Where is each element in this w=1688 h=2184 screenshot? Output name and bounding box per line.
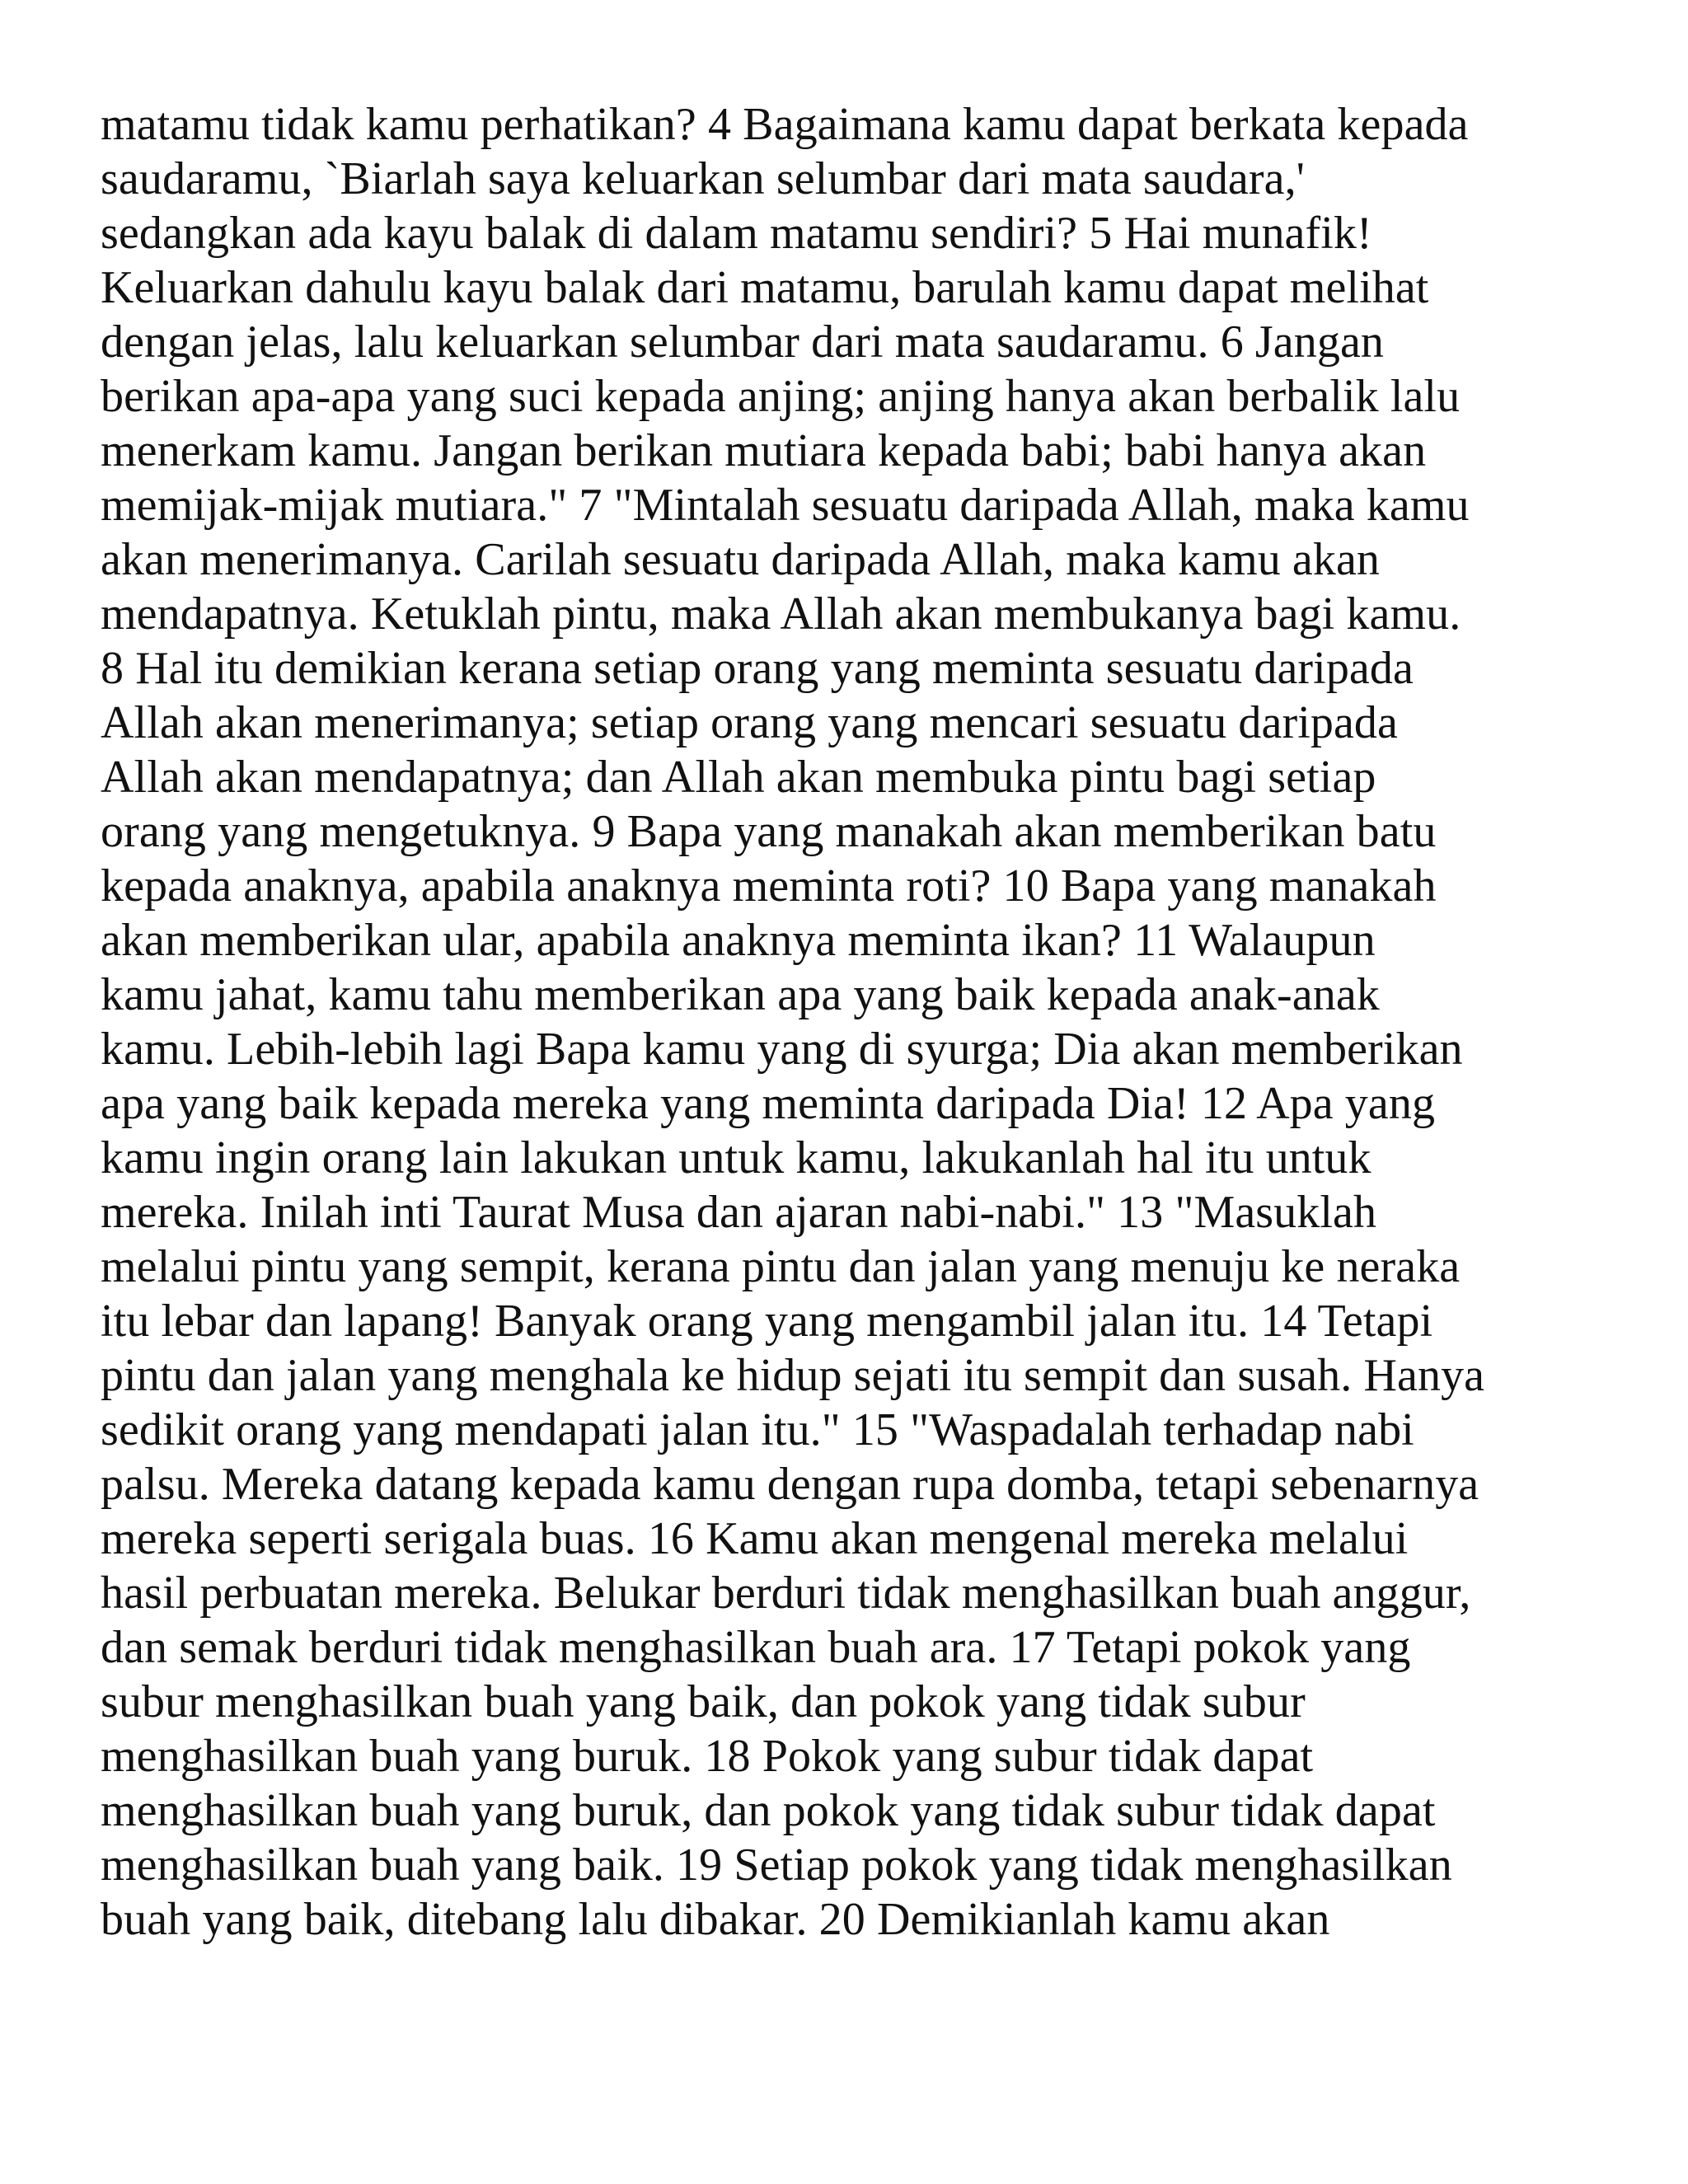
- text-line: kamu ingin orang lain lakukan untuk kamu, lakukanlah hal itu untuk: [101, 1132, 1372, 1183]
- text-line: akan memberikan ular, apabila anaknya meminta ikan? 11 Walaupun: [101, 915, 1376, 966]
- text-line: menghasilkan buah yang buruk, dan pokok yang tidak subur tidak dapat: [101, 1785, 1436, 1836]
- text-line: berikan apa-apa yang suci kepada anjing; anjing hanya akan berbalik lalu: [101, 371, 1461, 422]
- text-line: akan menerimanya. Carilah sesuatu daripada Allah, maka kamu akan: [101, 534, 1381, 585]
- text-line: orang yang mengetuknya. 9 Bapa yang manakah akan memberikan batu: [101, 806, 1437, 857]
- text-line: pintu dan jalan yang menghala ke hidup sejati itu sempit dan susah. Hanya: [101, 1350, 1485, 1401]
- text-line: kepada anaknya, apabila anaknya meminta roti? 10 Bapa yang manakah: [101, 860, 1437, 912]
- text-line: sedangkan ada kayu balak di dalam matamu sendiri? 5 Hai munafik!: [101, 208, 1372, 259]
- text-line: buah yang baik, ditebang lalu dibakar. 20 Demikianlah kamu akan: [101, 1894, 1330, 1945]
- text-line: itu lebar dan lapang! Banyak orang yang mengambil jalan itu. 14 Tetapi: [101, 1296, 1433, 1347]
- text-line: Allah akan mendapatnya; dan Allah akan membuka pintu bagi setiap: [101, 752, 1376, 803]
- body-text: [101, 97, 1609, 1947]
- text-line: 8 Hal itu demikian kerana setiap orang yang meminta sesuatu daripada: [101, 643, 1414, 694]
- text-line: melalui pintu yang sempit, kerana pintu dan jalan yang menuju ke neraka: [101, 1241, 1461, 1292]
- text-line: mendapatnya. Ketuklah pintu, maka Allah akan membukanya bagi kamu.: [101, 588, 1461, 640]
- text-line: Keluarkan dahulu kayu balak dari matamu, barulah kamu dapat melihat: [101, 262, 1429, 313]
- text-line: palsu. Mereka datang kepada kamu dengan rupa domba, tetapi sebenarnya: [101, 1459, 1479, 1510]
- text-line: apa yang baik kepada mereka yang meminta daripada Dia! 12 Apa yang: [101, 1078, 1436, 1129]
- text-line: matamu tidak kamu perhatikan? 4 Bagaimana kamu dapat berkata kepada: [101, 99, 1469, 150]
- text-line: memijak-mijak mutiara." 7 "Mintalah sesuatu daripada Allah, maka kamu: [101, 480, 1470, 531]
- text-line: menghasilkan buah yang buruk. 18 Pokok yang subur tidak dapat: [101, 1731, 1314, 1782]
- text-line: menerkam kamu. Jangan berikan mutiara kepada babi; babi hanya akan: [101, 425, 1427, 476]
- text-line: menghasilkan buah yang baik. 19 Setiap pokok yang tidak menghasilkan: [101, 1840, 1452, 1891]
- text-line: hasil perbuatan mereka. Belukar berduri tidak menghasilkan buah anggur,: [101, 1568, 1471, 1619]
- text-line: mereka. Inilah inti Taurat Musa dan ajaran nabi-nabi." 13 "Masuklah: [101, 1187, 1377, 1238]
- text-line: mereka seperti serigala buas. 16 Kamu akan mengenal mereka melalui: [101, 1513, 1409, 1564]
- text-line: saudaramu, `Biarlah saya keluarkan selumbar dari mata saudara,': [101, 153, 1305, 204]
- text-line: Allah akan menerimanya; setiap orang yang mencari sesuatu daripada: [101, 697, 1398, 748]
- text-line: kamu. Lebih-lebih lagi Bapa kamu yang di syurga; Dia akan memberikan: [101, 1024, 1463, 1075]
- text-line: sedikit orang yang mendapati jalan itu." 15 "Waspadalah terhadap nabi: [101, 1404, 1414, 1455]
- text-line: kamu jahat, kamu tahu memberikan apa yang baik kepada anak-anak: [101, 969, 1380, 1020]
- text-line: subur menghasilkan buah yang baik, dan pokok yang tidak subur: [101, 1676, 1306, 1727]
- text-line: dengan jelas, lalu keluarkan selumbar dari mata saudaramu. 6 Jangan: [101, 316, 1385, 368]
- text-line: dan semak berduri tidak menghasilkan buah ara. 17 Tetapi pokok yang: [101, 1622, 1411, 1673]
